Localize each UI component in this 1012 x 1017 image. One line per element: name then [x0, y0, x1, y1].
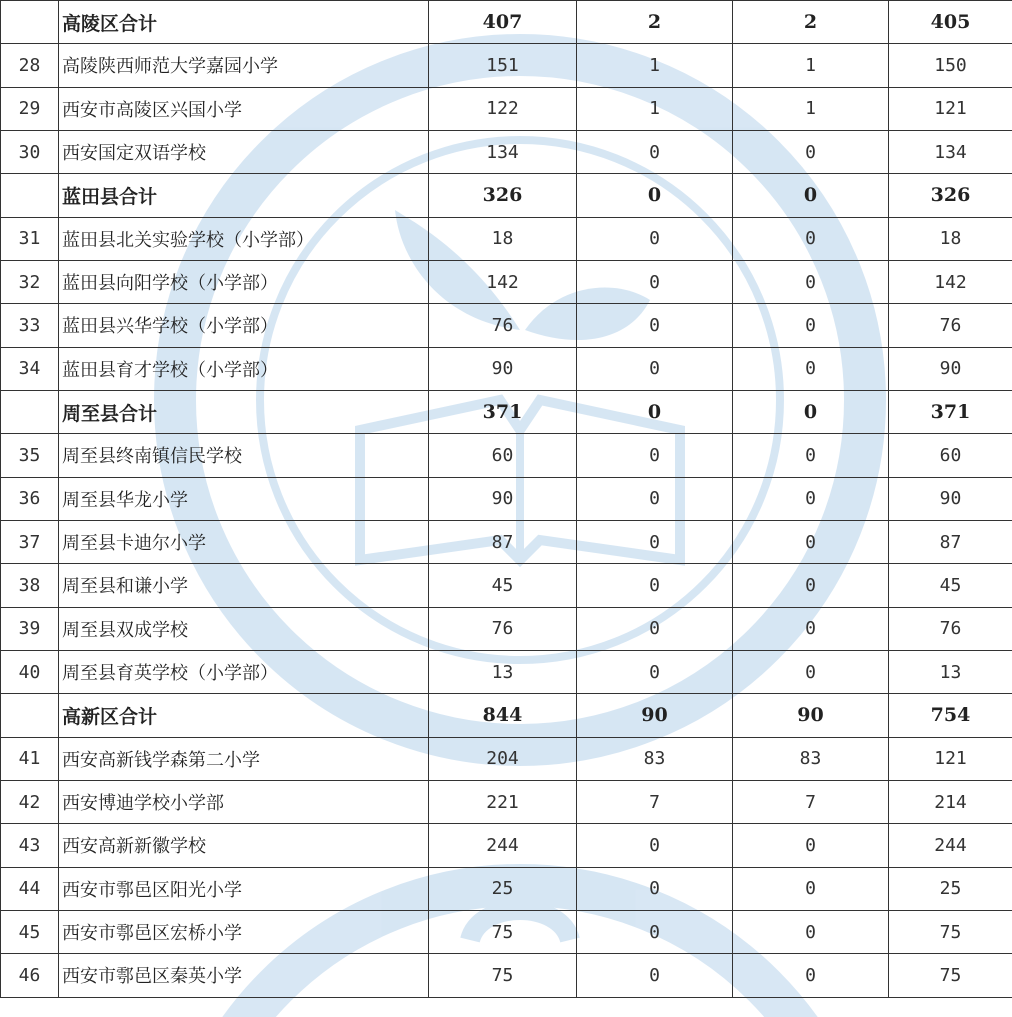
table-row — [1, 260, 1012, 303]
value-col-4: 754 — [889, 694, 1012, 737]
value-col-2: 1 — [577, 87, 733, 130]
value-col-3: 0 — [733, 477, 889, 520]
school-name: 西安市高陵区兴国小学 — [59, 87, 429, 130]
value-col-4: 90 — [889, 347, 1012, 390]
row-index: 37 — [1, 520, 59, 563]
value-col-1: 221 — [429, 780, 577, 823]
school-name: 蓝田县合计 — [59, 174, 429, 217]
value-col-3: 2 — [733, 1, 889, 44]
school-name: 西安高新钱学森第二小学 — [59, 737, 429, 780]
value-col-1: 244 — [429, 824, 577, 867]
row-index: 40 — [1, 650, 59, 693]
row-index — [1, 1, 59, 44]
value-col-1: 371 — [429, 390, 577, 433]
value-col-1: 151 — [429, 44, 577, 87]
school-name: 蓝田县兴华学校（小学部） — [59, 304, 429, 347]
row-index: 32 — [1, 260, 59, 303]
value-col-4: 25 — [889, 867, 1012, 910]
value-col-1: 75 — [429, 910, 577, 953]
school-name: 高新区合计 — [59, 694, 429, 737]
value-col-2: 0 — [577, 520, 733, 563]
value-col-3: 0 — [733, 824, 889, 867]
subtotal-row — [1, 174, 1012, 217]
value-col-4: 18 — [889, 217, 1012, 260]
value-col-3: 0 — [733, 174, 889, 217]
value-col-2: 83 — [577, 737, 733, 780]
value-col-3: 0 — [733, 390, 889, 433]
value-col-3: 1 — [733, 44, 889, 87]
value-col-1: 76 — [429, 304, 577, 347]
row-index: 45 — [1, 910, 59, 953]
value-col-4: 76 — [889, 607, 1012, 650]
value-col-4: 121 — [889, 737, 1012, 780]
table-row — [1, 347, 1012, 390]
value-col-4: 244 — [889, 824, 1012, 867]
row-index: 43 — [1, 824, 59, 867]
value-col-2: 0 — [577, 390, 733, 433]
value-col-4: 45 — [889, 564, 1012, 607]
subtotal-row — [1, 694, 1012, 737]
school-name: 西安市鄠邑区阳光小学 — [59, 867, 429, 910]
value-col-4: 214 — [889, 780, 1012, 823]
value-col-3: 0 — [733, 217, 889, 260]
subtotal-row — [1, 1, 1012, 44]
value-col-3: 0 — [733, 520, 889, 563]
value-col-2: 1 — [577, 44, 733, 87]
school-name: 西安高新新徽学校 — [59, 824, 429, 867]
value-col-4: 87 — [889, 520, 1012, 563]
row-index — [1, 390, 59, 433]
value-col-4: 134 — [889, 130, 1012, 173]
row-index: 30 — [1, 130, 59, 173]
value-col-4: 75 — [889, 910, 1012, 953]
value-col-4: 76 — [889, 304, 1012, 347]
value-col-1: 122 — [429, 87, 577, 130]
value-col-2: 0 — [577, 260, 733, 303]
value-col-4: 150 — [889, 44, 1012, 87]
row-index: 36 — [1, 477, 59, 520]
value-col-3: 0 — [733, 564, 889, 607]
value-col-2: 0 — [577, 910, 733, 953]
value-col-1: 407 — [429, 1, 577, 44]
row-index: 38 — [1, 564, 59, 607]
school-name: 周至县和谦小学 — [59, 564, 429, 607]
value-col-2: 7 — [577, 780, 733, 823]
value-col-3: 0 — [733, 910, 889, 953]
school-name: 周至县终南镇信民学校 — [59, 434, 429, 477]
table-row — [1, 780, 1012, 823]
value-col-2: 0 — [577, 954, 733, 997]
school-name: 西安市鄠邑区宏桥小学 — [59, 910, 429, 953]
table-row — [1, 477, 1012, 520]
value-col-3: 0 — [733, 260, 889, 303]
value-col-3: 0 — [733, 434, 889, 477]
table-row — [1, 910, 1012, 953]
value-col-2: 0 — [577, 174, 733, 217]
value-col-2: 0 — [577, 217, 733, 260]
value-col-3: 0 — [733, 607, 889, 650]
value-col-2: 0 — [577, 650, 733, 693]
school-name: 高陵陕西师范大学嘉园小学 — [59, 44, 429, 87]
value-col-4: 60 — [889, 434, 1012, 477]
value-col-3: 7 — [733, 780, 889, 823]
value-col-1: 60 — [429, 434, 577, 477]
school-name: 周至县育英学校（小学部） — [59, 650, 429, 693]
value-col-3: 0 — [733, 650, 889, 693]
table-row — [1, 44, 1012, 87]
value-col-2: 0 — [577, 867, 733, 910]
row-index: 35 — [1, 434, 59, 477]
table-row — [1, 434, 1012, 477]
value-col-1: 142 — [429, 260, 577, 303]
subtotal-row — [1, 390, 1012, 433]
value-col-1: 75 — [429, 954, 577, 997]
table-row — [1, 217, 1012, 260]
school-name: 蓝田县育才学校（小学部） — [59, 347, 429, 390]
value-col-2: 90 — [577, 694, 733, 737]
value-col-4: 75 — [889, 954, 1012, 997]
row-index: 33 — [1, 304, 59, 347]
value-col-1: 844 — [429, 694, 577, 737]
value-col-3: 0 — [733, 130, 889, 173]
row-index: 42 — [1, 780, 59, 823]
school-name: 蓝田县北关实验学校（小学部） — [59, 217, 429, 260]
value-col-1: 45 — [429, 564, 577, 607]
value-col-3: 0 — [733, 954, 889, 997]
table-body — [1, 1, 1012, 998]
value-col-3: 1 — [733, 87, 889, 130]
value-col-2: 0 — [577, 347, 733, 390]
row-index: 34 — [1, 347, 59, 390]
row-index: 29 — [1, 87, 59, 130]
table-row — [1, 520, 1012, 563]
value-col-1: 18 — [429, 217, 577, 260]
value-col-2: 0 — [577, 564, 733, 607]
value-col-4: 121 — [889, 87, 1012, 130]
row-index: 28 — [1, 44, 59, 87]
row-index: 31 — [1, 217, 59, 260]
value-col-1: 13 — [429, 650, 577, 693]
value-col-4: 405 — [889, 1, 1012, 44]
value-col-3: 83 — [733, 737, 889, 780]
row-index: 44 — [1, 867, 59, 910]
value-col-3: 0 — [733, 347, 889, 390]
table-row — [1, 130, 1012, 173]
value-col-1: 204 — [429, 737, 577, 780]
table-row — [1, 564, 1012, 607]
table-row — [1, 650, 1012, 693]
value-col-1: 90 — [429, 477, 577, 520]
value-col-1: 25 — [429, 867, 577, 910]
row-index: 39 — [1, 607, 59, 650]
value-col-4: 142 — [889, 260, 1012, 303]
table-row — [1, 304, 1012, 347]
value-col-4: 326 — [889, 174, 1012, 217]
table-row — [1, 867, 1012, 910]
value-col-2: 0 — [577, 824, 733, 867]
school-name: 西安国定双语学校 — [59, 130, 429, 173]
value-col-4: 13 — [889, 650, 1012, 693]
value-col-1: 134 — [429, 130, 577, 173]
table-row — [1, 87, 1012, 130]
school-name: 高陵区合计 — [59, 1, 429, 44]
table-row — [1, 954, 1012, 997]
school-name: 周至县卡迪尔小学 — [59, 520, 429, 563]
table-row — [1, 737, 1012, 780]
value-col-3: 0 — [733, 867, 889, 910]
value-col-2: 0 — [577, 130, 733, 173]
row-index: 46 — [1, 954, 59, 997]
value-col-2: 0 — [577, 607, 733, 650]
value-col-1: 326 — [429, 174, 577, 217]
value-col-2: 0 — [577, 434, 733, 477]
value-col-4: 371 — [889, 390, 1012, 433]
value-col-2: 2 — [577, 1, 733, 44]
value-col-3: 0 — [733, 304, 889, 347]
value-col-2: 0 — [577, 304, 733, 347]
value-col-1: 90 — [429, 347, 577, 390]
school-name: 周至县合计 — [59, 390, 429, 433]
school-name: 周至县华龙小学 — [59, 477, 429, 520]
school-name: 蓝田县向阳学校（小学部） — [59, 260, 429, 303]
value-col-1: 87 — [429, 520, 577, 563]
value-col-2: 0 — [577, 477, 733, 520]
school-name: 西安市鄠邑区秦英小学 — [59, 954, 429, 997]
row-index — [1, 694, 59, 737]
value-col-4: 90 — [889, 477, 1012, 520]
school-name: 周至县双成学校 — [59, 607, 429, 650]
school-name: 西安博迪学校小学部 — [59, 780, 429, 823]
table-row — [1, 607, 1012, 650]
value-col-3: 90 — [733, 694, 889, 737]
row-index — [1, 174, 59, 217]
table-row — [1, 824, 1012, 867]
row-index: 41 — [1, 737, 59, 780]
value-col-1: 76 — [429, 607, 577, 650]
